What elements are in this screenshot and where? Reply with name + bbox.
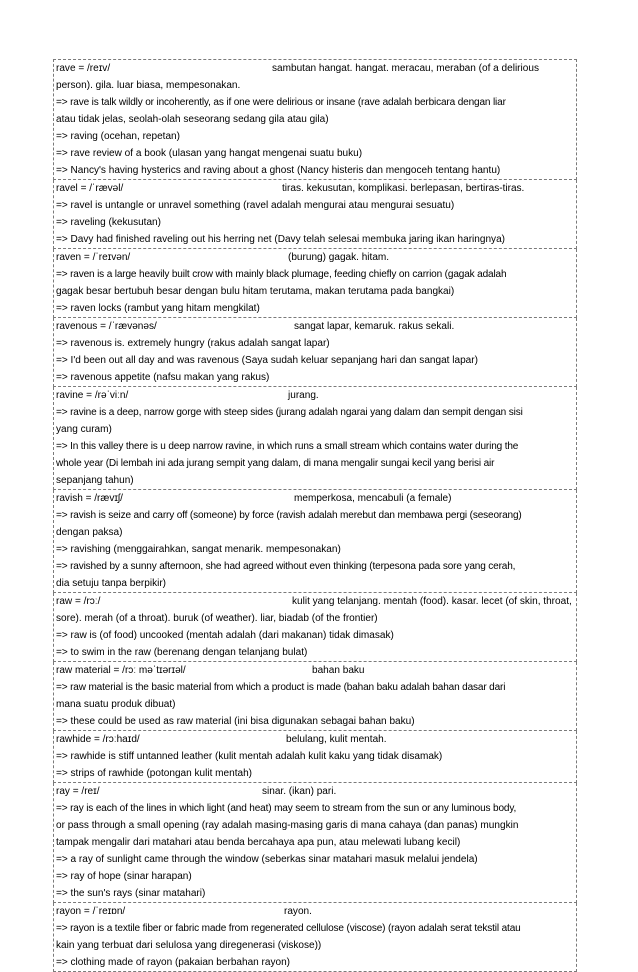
entry-headword-line	[54, 249, 576, 266]
entry-text-line: => rawhide is stiff untanned leather (kulit mentah adalah kulit kaku yang tidak disamak)	[56, 751, 443, 762]
entry-definition: rayon.	[284, 906, 312, 917]
entry-headword-line	[54, 662, 576, 679]
entry-headword-line	[54, 903, 576, 920]
entry-text-line: dia setuju tanpa berpikir)	[56, 578, 167, 589]
entry-text-line: => these could be used as raw material (ini bisa digunakan sebagai bahan baku)	[56, 716, 415, 727]
entry-text-line: => ravishing (menggairahkan, sangat menarik. mempesonakan)	[56, 544, 341, 555]
dictionary-entry	[53, 662, 577, 731]
entry-headword-line	[54, 318, 576, 335]
entry-text-line: => In this valley there is u deep narrow ravine, in which runs a small stream which contains water during the	[56, 441, 519, 452]
entry-headword-line	[54, 60, 576, 77]
dictionary-entry	[53, 318, 577, 387]
entry-term: ravel = /ˈrævəl/	[56, 183, 124, 194]
entry-headword-line	[54, 387, 576, 404]
entry-headword-line	[54, 731, 576, 748]
entry-text-line: atau tidak jelas, seolah-olah seseorang sedang gila atau gila)	[56, 114, 329, 125]
entry-text-line: => ravel is untangle or unravel something (ravel adalah mengurai atau mengurai sesuatu)	[56, 200, 455, 211]
entry-text-line: => rayon is a textile fiber or fabric made from regenerated cellulose (viscose) (rayon adalah serat tekstil atau	[56, 923, 521, 934]
entry-text-line: => strips of rawhide (potongan kulit mentah)	[56, 768, 253, 779]
entry-text-line: => ravenous is. extremely hungry (rakus adalah sangat lapar)	[56, 338, 330, 349]
dictionary-entry	[53, 59, 577, 180]
entry-definition: kulit yang telanjang. mentah (food). kasar. lecet (of skin, throat,	[292, 596, 572, 607]
entry-text-line: => raw material is the basic material from which a product is made (bahan baku adalah bahan dasar dari	[56, 682, 506, 693]
entry-definition: sinar. (ikan) pari.	[262, 786, 337, 797]
entry-term: raven = /ˈreɪvən/	[56, 252, 131, 263]
entry-definition: jurang.	[288, 390, 319, 401]
entry-definition: memperkosa, mencabuli (a female)	[294, 493, 452, 504]
dictionary-entry	[53, 490, 577, 593]
entry-text-line: => I'd been out all day and was ravenous (Saya sudah keluar sepanjang hari dan sangat lapar)	[56, 355, 478, 366]
entry-text-line: => raving (ocehan, repetan)	[56, 131, 180, 142]
entry-text-line: kain yang terbuat dari selulosa yang diregenerasi (viskose))	[56, 940, 322, 951]
entry-text-line: => ravish is seize and carry off (someone) by force (ravish adalah merebut dan membawa pergi (seseorang)	[56, 510, 522, 521]
entry-text-line: => raven locks (rambut yang hitam mengkilat)	[56, 303, 260, 314]
entry-text-line: => ray of hope (sinar harapan)	[56, 871, 192, 882]
entry-text-line: => ravenous appetite (nafsu makan yang rakus)	[56, 372, 270, 383]
entry-headword-line	[54, 783, 576, 800]
entry-text-line: sore). merah (of a throat). buruk (of weather). liar, biadab (of the frontier)	[56, 613, 378, 624]
entry-term: rayon = /ˈreɪɒn/	[56, 906, 126, 917]
entry-text-line: => a ray of sunlight came through the window (seberkas sinar matahari masuk melalui jendela)	[56, 854, 478, 865]
entry-text-line: tampak mengalir dari matahari atau benda bercahaya apa pun, atau melewati lubang kecil)	[56, 837, 461, 848]
entry-text-line: => to swim in the raw (berenang dengan telanjang bulat)	[56, 647, 308, 658]
dictionary-entry	[53, 731, 577, 783]
entry-text-line: mana suatu produk dibuat)	[56, 699, 176, 710]
entry-text-line: whole year (Di lembah ini ada jurang sempit yang dalam, di mana mengalir sungai kecil yang berisi air	[56, 458, 495, 469]
entry-term: rawhide = /rɔːhaɪd/	[56, 734, 140, 745]
entry-text-line: => ravished by a sunny afternoon, she had agreed without even thinking (terpesona pada sore yang cerah,	[56, 561, 516, 572]
entry-text-line: => ravine is a deep, narrow gorge with steep sides (jurang adalah ngarai yang dalam dan sempit dengan sisi	[56, 407, 523, 418]
entry-text-line: => ray is each of the lines in which light (and heat) may seem to stream from the sun or any luminous body,	[56, 803, 517, 814]
entry-definition: tiras. kekusutan, komplikasi. berlepasan, bertiras-tiras.	[282, 183, 525, 194]
dictionary-entry	[53, 387, 577, 490]
entry-text-line: => the sun's rays (sinar matahari)	[56, 888, 206, 899]
entry-definition: bahan baku	[312, 665, 365, 676]
entry-term: ray = /reɪ/	[56, 786, 100, 797]
entry-text-line: => Davy had finished raveling out his herring net (Davy telah selesai membuka jaring ikan haringnya)	[56, 234, 506, 245]
dictionary-entry	[53, 249, 577, 318]
entry-definition: sambutan hangat. hangat. meracau, meraban (of a delirious	[272, 63, 539, 74]
entry-text-line: => raven is a large heavily built crow with mainly black plumage, feeding chiefly on carrion (gagak adalah	[56, 269, 507, 280]
entry-term: raw material = /rɔː məˈtɪərɪəl/	[56, 665, 186, 676]
entry-text-line: => rave review of a book (ulasan yang hangat mengenai suatu buku)	[56, 148, 363, 159]
dictionary-entry	[53, 783, 577, 903]
dictionary-entry	[53, 903, 577, 972]
entry-definition: sangat lapar, kemaruk. rakus sekali.	[294, 321, 455, 332]
entry-definition: (burung) gagak. hitam.	[288, 252, 390, 263]
entry-text-line: dengan paksa)	[56, 527, 123, 538]
entry-text-line: => Nancy's having hysterics and raving about a ghost (Nancy histeris dan mengoceh tentang hantu)	[56, 165, 501, 176]
entry-headword-line	[54, 490, 576, 507]
entry-text-line: or pass through a small opening (ray adalah masing-masing garis di mana cahaya (dan panas) mungkin	[56, 820, 519, 831]
entry-text-line: person). gila. luar biasa, mempesonakan.	[56, 80, 241, 91]
entry-definition: belulang, kulit mentah.	[286, 734, 387, 745]
entry-headword-line	[54, 180, 576, 197]
dictionary-document	[53, 59, 577, 972]
entry-term: ravine = /rəˈviːn/	[56, 390, 129, 401]
dictionary-entry	[53, 593, 577, 662]
entry-text-line: gagak besar bertubuh besar dengan bulu hitam terutama, makan terutama pada bangkai)	[56, 286, 455, 297]
entry-term: rave = /reɪv/	[56, 63, 111, 74]
entry-text-line: yang curam)	[56, 424, 112, 435]
entry-text-line: => clothing made of rayon (pakaian berbahan rayon)	[56, 957, 291, 968]
entry-term: ravenous = /ˈrævənəs/	[56, 321, 157, 332]
entry-text-line: => rave is talk wildly or incoherently, as if one were delirious or insane (rave adalah berbicara dengan liar	[56, 97, 506, 108]
entry-headword-line	[54, 593, 576, 610]
entry-term: ravish = /rævɪʃ/	[56, 493, 123, 504]
dictionary-entry	[53, 180, 577, 249]
entry-text-line: => raveling (kekusutan)	[56, 217, 161, 228]
entry-term: raw = /rɔː/	[56, 596, 101, 607]
entry-text-line: => raw is (of food) uncooked (mentah adalah (dari makanan) tidak dimasak)	[56, 630, 394, 641]
entry-text-line: sepanjang tahun)	[56, 475, 134, 486]
